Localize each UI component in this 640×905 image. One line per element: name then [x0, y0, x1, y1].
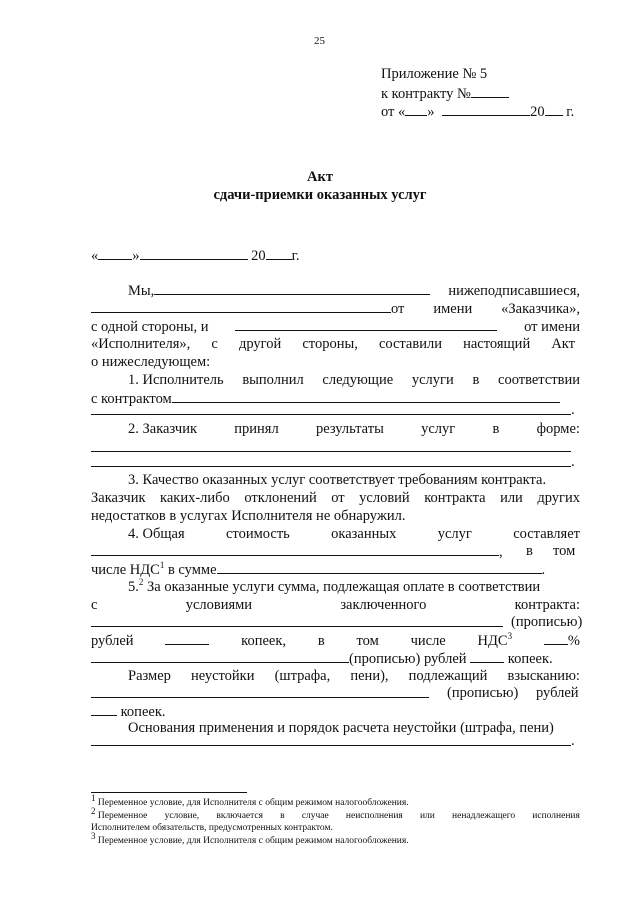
item1-w2: выполнил [242, 372, 304, 388]
text-w1: «Исполнителя», [91, 336, 191, 352]
item3-w8: других [537, 490, 580, 506]
p1-line-4 [91, 335, 575, 353]
penalty-rub: рублей [536, 685, 579, 701]
item4-dot: . [541, 562, 546, 578]
doc-title: Акт [307, 169, 333, 185]
text-w2: с [211, 336, 218, 352]
item2-blank-line-2[interactable] [91, 466, 571, 467]
p1-line-3 [91, 317, 580, 336]
page-number: 25 [314, 35, 325, 47]
appendix-year-suffix: г. [566, 104, 575, 120]
item3-w4: от [331, 490, 345, 506]
item1-w1: 1. Исполнитель [128, 372, 224, 388]
item5-line-3 [91, 613, 503, 632]
item1-services-field[interactable] [172, 389, 560, 403]
footnote-separator [91, 792, 247, 793]
item2-w5: в [492, 421, 500, 437]
item4-w1: 4. Общая [128, 526, 185, 542]
item2-w3: результаты [315, 421, 384, 437]
signatory-customer-field[interactable] [154, 281, 430, 295]
text-imeni: имени [433, 301, 473, 317]
act-month-field[interactable] [140, 246, 248, 260]
p1-line-5: о нижеследующем: [91, 354, 211, 370]
item1-w6: соответствии [498, 372, 580, 388]
penalty-sum-field[interactable] [91, 684, 429, 698]
item5-chisle: числе [410, 633, 446, 649]
item1-w4: услуги [411, 372, 454, 388]
item2-blank-line-1[interactable] [91, 451, 571, 452]
item3-line-2 [91, 489, 580, 507]
text-w7: Акт [551, 336, 575, 352]
item3-w1: Заказчик [91, 490, 146, 506]
text-undersigned: нижеподписавшиеся, [448, 283, 580, 299]
item4-line-3 [91, 560, 545, 579]
item1-w5: в [472, 372, 480, 388]
p1-line-2 [91, 299, 580, 318]
basis-line: Основания применения и порядок расчета неустойки (штрафа, пени) [128, 720, 554, 736]
item4-tom: том [553, 543, 576, 559]
item5-line-4 [91, 631, 580, 650]
item2-w2: принял [234, 421, 279, 437]
act-day-field[interactable] [98, 246, 132, 260]
item5-line-2 [91, 596, 580, 614]
p1-line-1 [128, 281, 580, 300]
date-quote-open: « [91, 248, 99, 264]
customer-name-field[interactable] [91, 299, 391, 313]
item5-rub: рублей [91, 633, 134, 649]
item2-w6: форме: [536, 421, 580, 437]
penalty-kop: копеек. [120, 704, 166, 720]
item4-vat-field[interactable] [217, 560, 542, 574]
item5-tom: том [356, 633, 379, 649]
date-year-suffix: г. [291, 248, 300, 264]
item5-w4: контракта: [514, 597, 580, 613]
item1-dot: . [571, 402, 575, 418]
date-year-prefix: 20 [251, 248, 266, 264]
item4-w3: оказанных [331, 526, 397, 542]
item3-w2: каких-либо [160, 490, 230, 506]
pen-w5: подлежащий [408, 668, 488, 684]
footnote-2-line-2: Исполнителем обязательств, предусмотренных контрактом. [91, 823, 333, 833]
appendix-day-field[interactable] [405, 102, 427, 116]
item4-w4: услуг [437, 526, 472, 542]
penalty-propisyu: (прописью) [447, 685, 519, 701]
act-date-line [91, 246, 300, 265]
item4-line-2 [91, 542, 503, 561]
item4-w5: составляет [513, 526, 580, 542]
item2-w4: услуг [421, 421, 456, 437]
item5-kop-field[interactable] [165, 631, 209, 645]
item3-line-3: недостатков в услугах Исполнителя не обнаружил. [91, 508, 406, 524]
item5-vat-sum-field[interactable] [91, 649, 349, 663]
item5-w2: условиями [185, 597, 253, 613]
appendix-from-label: от « [381, 104, 406, 120]
text-my: Мы, [128, 283, 155, 299]
item4-comma: , [499, 544, 503, 560]
basis-dot: . [571, 733, 575, 749]
item3-w7: или [500, 490, 523, 506]
appendix-year-field[interactable] [545, 102, 563, 116]
act-year-field[interactable] [266, 246, 292, 260]
pen-w4: пени), [350, 668, 389, 684]
item5-w1: с [91, 597, 98, 613]
pen-w2: неустойки [191, 668, 255, 684]
item3-w5: условий [359, 490, 410, 506]
penalty-line-1 [128, 667, 580, 685]
pen-w3: (штрафа, [274, 668, 331, 684]
appendix-line-2 [381, 84, 509, 103]
item4-w2: стоимость [226, 526, 290, 542]
text-w3: другой [238, 336, 282, 352]
item4-vat-label: числе НДС$^1$ в сумме [91, 560, 217, 578]
item4-cost-field[interactable] [91, 542, 499, 556]
penalty-kop-field[interactable] [91, 702, 117, 716]
item5-nds: НДС$^3$ [477, 631, 513, 649]
item2-w1: 2. Заказчик [128, 421, 197, 437]
item5-sum-field[interactable] [91, 613, 503, 627]
date-quote-close: » [132, 248, 140, 264]
item4-v: в [526, 543, 533, 559]
item5-kop2: копеек. [507, 651, 553, 667]
item1-contract-label: с контрактом [91, 391, 172, 407]
item1-w3: следующие [322, 372, 394, 388]
contract-number-field[interactable] [471, 84, 509, 98]
item2-line-1 [128, 420, 580, 438]
text-one-side: с одной стороны, и [91, 319, 209, 335]
appendix-line-3 [381, 102, 574, 121]
appendix-line-1: Приложение № 5 [381, 66, 488, 82]
appendix-month-field[interactable] [442, 102, 530, 116]
footnote-3: $^3$ Переменное условие, для Исполнителя с общим режимом налогообложения. [91, 830, 409, 846]
footnote-2-line-1: $^2$ Переменное условие, включается в случае неисполнения или ненадлежащего исполнения [91, 805, 580, 821]
item3-line-1: 3. Качество оказанных услуг соответствует требованиям контракта. [128, 472, 547, 488]
item5-propisyu2: (прописью) рублей [349, 651, 467, 667]
executor-name-field[interactable] [235, 317, 497, 331]
item1-blank-line[interactable] [91, 414, 571, 415]
footnote-1: $^1$ Переменное условие, для Исполнителя с общим режимом налогообложения. [91, 792, 409, 808]
pen-w6: взысканию: [507, 668, 580, 684]
appendix-contract-label: к контракту № [381, 86, 471, 102]
text-ot: от [391, 301, 405, 317]
item5-vat-kop-field[interactable] [470, 649, 504, 663]
item1-line-1 [128, 371, 580, 389]
text-ot-imeni: от имени [524, 319, 580, 335]
text-customer: «Заказчика», [501, 301, 580, 317]
text-w6: настоящий [463, 336, 531, 352]
item5-kop: копеек, [241, 633, 287, 649]
item5-line-5 [91, 649, 553, 668]
appendix-quote-close: » [427, 104, 435, 120]
basis-blank-line[interactable] [91, 745, 571, 746]
item2-dot: . [571, 454, 575, 470]
item5-pct: % [567, 633, 580, 649]
item5-pct-field[interactable] [544, 631, 568, 645]
item1-line-2 [91, 389, 560, 408]
appendix-year-prefix: 20 [530, 104, 545, 120]
text-w4: стороны, [302, 336, 358, 352]
item5-w3: заключенного [340, 597, 427, 613]
item3-w3: отклонений [244, 490, 317, 506]
item5-propisyu: (прописью) [511, 614, 583, 630]
doc-subtitle: сдачи-приемки оказанных услуг [213, 187, 427, 203]
pen-w1: Размер [128, 668, 171, 684]
penalty-line-2 [91, 684, 429, 703]
item5-line-1: 5.$^2$ За оказанные услуги сумма, подлежащая оплате в соответствии [128, 577, 541, 595]
item3-w6: контракта [424, 490, 486, 506]
item5-v: в [317, 633, 325, 649]
item4-line-1 [128, 525, 580, 543]
text-w5: составили [378, 336, 442, 352]
